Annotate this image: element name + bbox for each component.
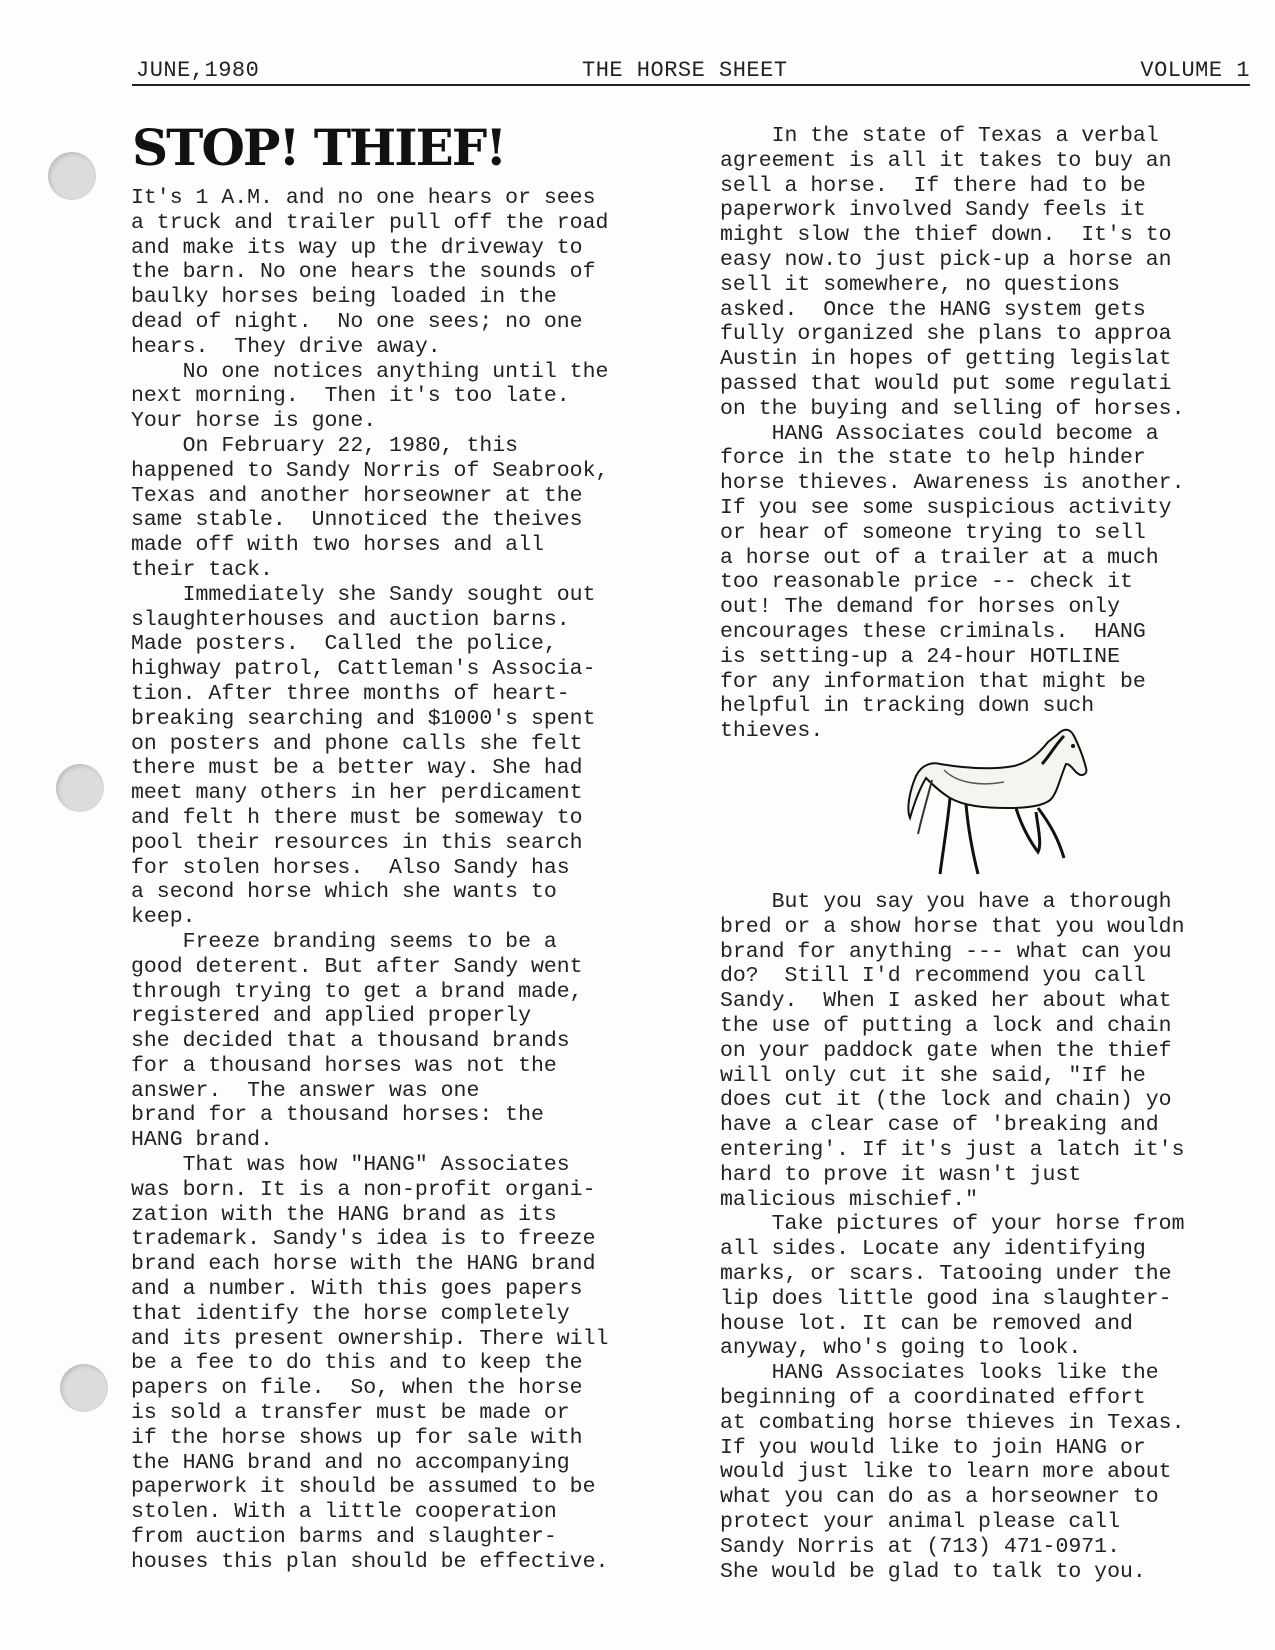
text-line: Austin in hopes of getting legislat: [720, 347, 1172, 372]
text-line: passed that would put some regulati: [720, 371, 1172, 396]
text-line: If you would like to join HANG or: [720, 1435, 1146, 1460]
text-line: and a number. With this goes papers: [131, 1277, 583, 1302]
text-line: at combating horse thieves in Texas.: [720, 1410, 1185, 1435]
text-line: what you can do as a horseowner to: [720, 1485, 1159, 1510]
text-line: Freeze branding seems to be a: [131, 929, 557, 954]
text-line: hard to prove it wasn't just: [720, 1162, 1082, 1187]
text-line: sell a horse. If there had to be: [720, 173, 1146, 198]
text-line: agreement is all it takes to buy an: [720, 148, 1172, 173]
text-line: But you say you have a thorough: [720, 890, 1172, 914]
punch-hole-middle: [56, 764, 104, 812]
text-line: Texas and another horseowner at the: [131, 483, 583, 508]
text-line: baulky horses being loaded in the: [131, 285, 557, 310]
text-line: asked. Once the HANG system gets: [720, 297, 1146, 322]
text-line: if the horse shows up for sale with: [131, 1425, 583, 1450]
page-header: [132, 56, 1250, 86]
text-line: Made posters. Called the police,: [131, 632, 557, 657]
text-line: hears. They drive away.: [131, 334, 441, 359]
text-line: keep.: [131, 905, 196, 930]
text-line: next morning. Then it's too late.: [131, 384, 570, 409]
text-line: paperwork it should be assumed to be: [131, 1475, 596, 1500]
text-line: a truck and trailer pull off the road: [131, 210, 609, 235]
text-line: Your horse is gone.: [131, 409, 377, 434]
text-line: anyway, who's going to look.: [720, 1336, 1082, 1361]
text-line: for a thousand horses was not the: [131, 1053, 557, 1078]
text-line: force in the state to help hinder: [720, 446, 1146, 471]
text-line: papers on file. So, when the horse: [131, 1376, 583, 1401]
text-line: Immediately she Sandy sought out: [131, 582, 596, 607]
text-line: trademark. Sandy's idea is to freeze: [131, 1227, 596, 1252]
text-line: houses this plan should be effective.: [131, 1549, 609, 1574]
text-line: breaking searching and $1000's spent: [131, 706, 596, 731]
text-line: a horse out of a trailer at a much: [720, 545, 1159, 570]
text-line: would just like to learn more about: [720, 1460, 1172, 1485]
text-line: brand each horse with the HANG brand: [131, 1252, 596, 1277]
text-line: beginning of a coordinated effort: [720, 1385, 1146, 1410]
text-line: marks, or scars. Tatooing under the: [720, 1261, 1172, 1286]
text-line: horse thieves. Awareness is another.: [720, 471, 1185, 496]
text-line: and its present ownership. There will: [131, 1326, 609, 1351]
text-line: encourages these criminals. HANG: [720, 619, 1146, 644]
text-line: fully organized she plans to approa: [720, 322, 1172, 347]
text-line: that identify the horse completely: [131, 1301, 570, 1326]
text-line: from auction barms and slaughter-: [131, 1525, 557, 1550]
text-line: stolen. With a little cooperation: [131, 1500, 557, 1525]
article-column-2: [720, 124, 1184, 744]
text-line: good deterent. But after Sandy went: [131, 954, 583, 979]
text-line: thieves.: [720, 719, 824, 744]
text-line: It's 1 A.M. and no one hears or sees: [131, 186, 596, 210]
text-line: too reasonable price -- check it: [720, 570, 1133, 595]
text-line: and make its way up the driveway to: [131, 235, 583, 260]
text-line: does cut it (the lock and chain) yo: [720, 1088, 1172, 1113]
article-headline: STOP! THIEF!: [132, 118, 506, 177]
text-line: is setting-up a 24-hour HOTLINE: [720, 644, 1120, 669]
publication-title: THE HORSE SHEET: [582, 58, 788, 83]
text-line: That was how "HANG" Associates: [131, 1153, 570, 1178]
volume-label: VOLUME 1: [1140, 58, 1250, 83]
text-line: HANG Associates could become a: [720, 421, 1159, 446]
text-line: will only cut it she said, "If he: [720, 1063, 1146, 1088]
text-line: answer. The answer was one: [131, 1078, 480, 1103]
text-line: have a clear case of 'breaking and: [720, 1113, 1159, 1138]
article-column-1: [131, 186, 608, 1575]
text-line: out! The demand for horses only: [720, 595, 1120, 620]
text-line: On February 22, 1980, this: [131, 433, 519, 458]
text-line: was born. It is a non-profit organi-: [131, 1177, 596, 1202]
text-line: is sold a transfer must be made or: [131, 1401, 570, 1426]
text-line: If you see some suspicious activity: [720, 495, 1172, 520]
text-line: registered and applied properly: [131, 1004, 531, 1029]
text-line: the use of putting a lock and chain: [720, 1013, 1172, 1038]
text-line: No one notices anything until the: [131, 359, 609, 384]
article-column-3: [720, 890, 1184, 1584]
text-line: protect your animal please call: [720, 1509, 1120, 1534]
text-line: made off with two horses and all: [131, 533, 544, 558]
text-line: helpful in tracking down such: [720, 694, 1095, 719]
text-line: In the state of Texas a verbal: [720, 124, 1159, 148]
text-line: bred or a show horse that you wouldn: [720, 914, 1185, 939]
punch-hole-bottom: [60, 1364, 108, 1412]
text-line: through trying to get a brand made,: [131, 979, 583, 1004]
text-line: be a fee to do this and to keep the: [131, 1351, 583, 1376]
text-line: for any information that might be: [720, 669, 1146, 694]
text-line: the barn. No one hears the sounds of: [131, 260, 596, 285]
text-line: she decided that a thousand brands: [131, 1029, 570, 1054]
text-line: do? Still I'd recommend you call: [720, 964, 1146, 989]
horse-icon: [888, 724, 1108, 886]
text-line: Sandy. When I asked her about what: [720, 989, 1172, 1014]
punch-hole-top: [48, 152, 96, 200]
text-line: brand for a thousand horses: the: [131, 1103, 544, 1128]
text-line: sell it somewhere, no questions: [720, 272, 1120, 297]
text-line: all sides. Locate any identifying: [720, 1237, 1146, 1262]
text-line: slaughterhouses and auction barns.: [131, 607, 570, 632]
text-line: lip does little good ina slaughter-: [720, 1286, 1172, 1311]
text-line: highway patrol, Cattleman's Associa-: [131, 657, 596, 682]
text-line: on posters and phone calls she felt: [131, 731, 583, 756]
text-line: there must be a better way. She had: [131, 756, 583, 781]
text-line: Take pictures of your horse from: [720, 1212, 1185, 1237]
text-line: easy now.to just pick-up a horse an: [720, 247, 1172, 272]
text-line: brand for anything --- what can you: [720, 939, 1172, 964]
text-line: paperwork involved Sandy feels it: [720, 198, 1146, 223]
text-line: happened to Sandy Norris of Seabrook,: [131, 458, 609, 483]
text-line: house lot. It can be removed and: [720, 1311, 1133, 1336]
text-line: might slow the thief down. It's to: [720, 223, 1172, 248]
text-line: dead of night. No one sees; no one: [131, 309, 583, 334]
text-line: on your paddock gate when the thief: [720, 1038, 1172, 1063]
text-line: pool their resources in this search: [131, 830, 583, 855]
text-line: zation with the HANG brand as its: [131, 1202, 557, 1227]
text-line: same stable. Unnoticed the theives: [131, 508, 583, 533]
text-line: on the buying and selling of horses.: [720, 396, 1185, 421]
issue-date: JUNE,1980: [136, 58, 260, 83]
text-line: or hear of someone trying to sell: [720, 520, 1146, 545]
text-line: She would be glad to talk to you.: [720, 1559, 1146, 1584]
text-line: HANG Associates looks like the: [720, 1361, 1159, 1386]
text-line: and felt h there must be someway to: [131, 805, 583, 830]
text-line: a second horse which she wants to: [131, 880, 557, 905]
text-line: meet many others in her perdicament: [131, 781, 583, 806]
text-line: malicious mischief.": [720, 1187, 979, 1212]
text-line: for stolen horses. Also Sandy has: [131, 855, 570, 880]
text-line: entering'. If it's just a latch it's: [720, 1137, 1185, 1162]
text-line: Sandy Norris at (713) 471-0971.: [720, 1534, 1120, 1559]
text-line: tion. After three months of heart-: [131, 681, 570, 706]
text-line: HANG brand.: [131, 1128, 273, 1153]
text-line: their tack.: [131, 557, 273, 582]
text-line: the HANG brand and no accompanying: [131, 1450, 570, 1475]
